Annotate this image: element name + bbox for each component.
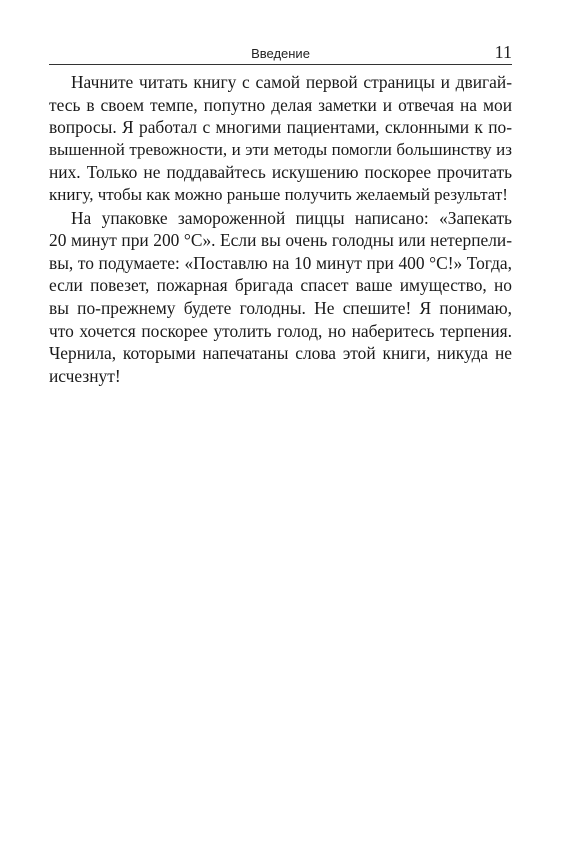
paragraph bbox=[49, 71, 512, 207]
text-line: вопросы. Я работал с многими пациентами, склонными к по- bbox=[49, 117, 512, 138]
text-line: исчезнут! bbox=[49, 365, 121, 386]
text-line: книгу, чтобы как можно раньше получить желаемый результат! bbox=[49, 184, 508, 204]
text-line: 20 минут при 200 °С». Если вы очень голодны или нетерпели- bbox=[49, 230, 512, 251]
paragraph bbox=[49, 207, 512, 388]
book-page bbox=[49, 40, 512, 387]
body-text bbox=[49, 71, 512, 387]
text-line: вышенной тревожности, и эти методы помогли большинству из bbox=[49, 139, 512, 159]
text-line: Чернила, которыми напечатаны слова этой книги, никуда не bbox=[49, 343, 512, 364]
section-title: Введение bbox=[251, 46, 310, 61]
page-number: 11 bbox=[494, 42, 512, 62]
text-line: если повезет, пожарная бригада спасет ваше имущество, но bbox=[49, 275, 512, 296]
text-line: них. Только не поддавайтесь искушению поскорее прочитать bbox=[49, 162, 512, 183]
text-line: тесь в своем темпе, попутно делая заметки и отвечая на мои bbox=[49, 94, 512, 115]
running-header bbox=[49, 40, 512, 65]
text-line: На упаковке замороженной пиццы написано: «Запекать bbox=[71, 207, 512, 228]
text-line: вы, то подумаете: «Поставлю на 10 минут при 400 °С!» Тогда, bbox=[49, 252, 512, 273]
text-line: Начните читать книгу с самой первой страницы и двигай- bbox=[71, 72, 512, 92]
text-line: что хочется поскорее утолить голод, но наберитесь терпения. bbox=[49, 320, 512, 341]
text-line: вы по-прежнему будете голодны. Не спешите! Я понимаю, bbox=[49, 297, 512, 318]
